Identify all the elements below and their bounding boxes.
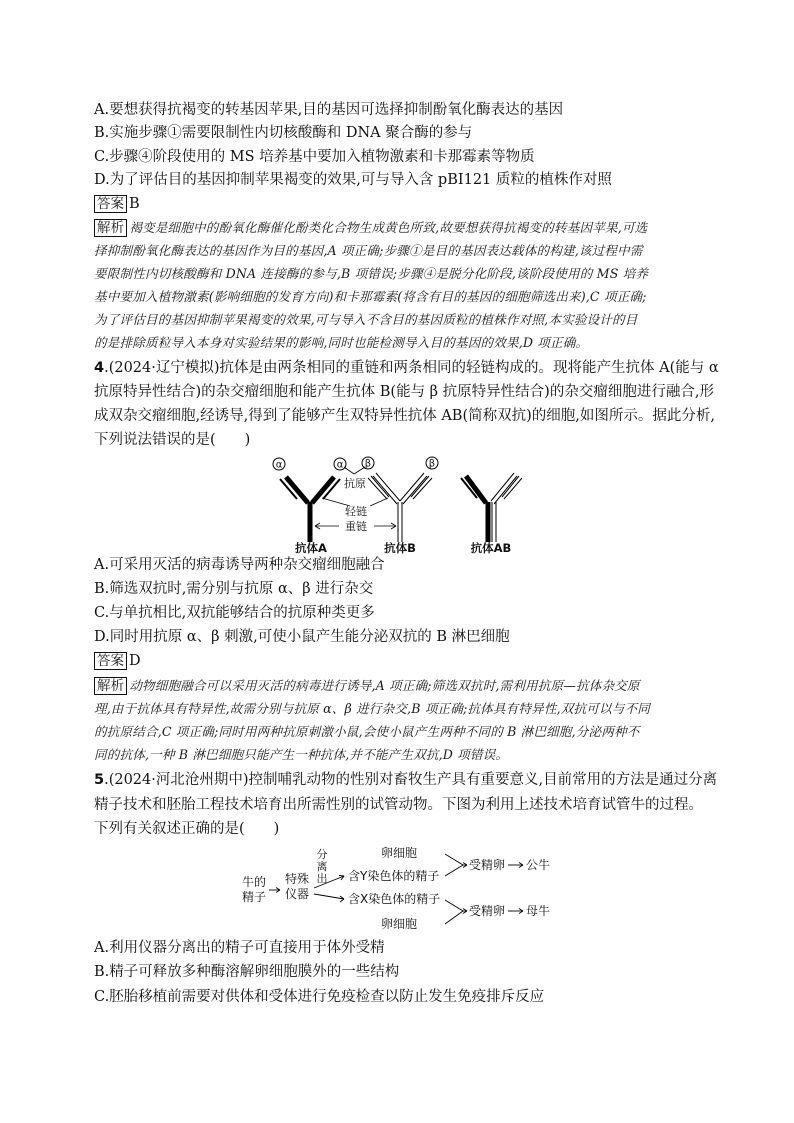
q3-explanation-line: 解析 褐变是细胞中的酚氧化酶催化酚类化合物生成黄色所致,故要想获得抗褐变的转基因苹果,可选 bbox=[94, 219, 647, 237]
antigen-alpha-symbol: α bbox=[336, 459, 344, 471]
light-chain-label: 轻链 bbox=[345, 505, 367, 518]
q3-explanation-line: 的是排除质粒导入本身对实验结果的影响,同时也能检测导入目的基因的效果,D 项正确。 bbox=[94, 335, 589, 350]
answer-label: 答案 bbox=[94, 195, 127, 213]
q3-option-b: B.实施步骤①需要限制性内切核酸酶和 DNA 聚合酶的参与 bbox=[94, 125, 473, 141]
q3-explanation-line: 要限制性内切核酸酶和 DNA 连接酶的参与,B 项错误;步骤④是脱分化阶段,该阶段使用的 MS 培养 bbox=[94, 266, 649, 281]
separate-label: 分 bbox=[316, 848, 328, 861]
answer-value: B bbox=[129, 196, 140, 212]
q3-explanation-line: 为了评估目的基因抑制苹果褐变的效果,可与导入不含目的基因质粒的植株作对照,本实验设计的目 bbox=[94, 312, 638, 327]
q4-stem-line: 抗原特异性结合)的杂交瘤细胞和能产生抗体 B(能与 β 抗原特异性结合)的杂交瘤细胞进行融合,形 bbox=[94, 384, 714, 400]
question-number: 4 bbox=[94, 360, 105, 376]
q5-option-c: C.胚胎移植前需要对供体和受体进行免疫检查以防止发生免疫排斥反应 bbox=[94, 989, 545, 1005]
device-label-line1: 特殊 bbox=[284, 872, 310, 886]
egg-label: 卵细胞 bbox=[381, 846, 418, 860]
antigen-beta-symbol: β bbox=[364, 458, 372, 470]
separate-label: 出 bbox=[316, 872, 328, 885]
q4-explanation-line: 同的抗体,一种 B 淋巴细胞只能产生一种抗体,并不能产生双抗,D 项错误。 bbox=[94, 747, 509, 762]
antibody-ab-label: 抗体AB bbox=[470, 541, 512, 554]
antibody-ab-shape bbox=[461, 473, 522, 542]
q5-option-a: A.利用仪器分离出的精子可直接用于体外受精 bbox=[94, 940, 385, 956]
q4-option-d: D.同时用抗原 α、β 刺激,可使小鼠产生能分泌双抗的 B 淋巴细胞 bbox=[94, 629, 510, 645]
q4-stem-line: 4.(2024·辽宁模拟)抗体是由两条相同的重链和两条相同的轻链构成的。现将能产生抗体 A(能与 α bbox=[94, 360, 719, 376]
explanation-label: 解析 bbox=[94, 219, 127, 237]
q3-explanation-line: 择抑制酚氧化酶表达的基因作为目的基因,A 项正确;步骤①是目的基因表达载体的构建,该过程中需 bbox=[94, 243, 643, 258]
x-sperm-label: 含X染色体的精子 bbox=[348, 892, 441, 906]
antibody-b-label: 抗体B bbox=[384, 541, 416, 554]
q4-explanation-line: 解析 动物细胞融合可以采用灭活的病毒进行诱导,A 项正确;筛选双抗时,需利用抗原—抗体杂交原 bbox=[94, 677, 640, 695]
female-cattle-label: 母牛 bbox=[526, 904, 551, 918]
q4-stem-line: 成双杂交瘤细胞,经诱导,得到了能够产生双特异性抗体 AB(简称双抗)的细胞,如图所示。据此分析, bbox=[94, 408, 715, 424]
q3-answer bbox=[94, 194, 140, 214]
q4-explanation-line: 的抗原结合,C 项正确;同时用两种抗原刺激小鼠,会使小鼠产生两种不同的 B 淋巴细胞,分泌两种不 bbox=[94, 724, 640, 739]
explanation-label: 解析 bbox=[94, 677, 127, 695]
q4-answer bbox=[94, 651, 141, 671]
answer-label: 答案 bbox=[94, 652, 127, 670]
q3-option-c: C.步骤④阶段使用的 MS 培养基中要加入植物激素和卡那霉素等物质 bbox=[94, 149, 535, 165]
sperm-sorting-flowchart bbox=[238, 842, 568, 934]
y-sperm-label: 含Y染色体的精子 bbox=[348, 869, 440, 883]
zygote-label: 受精卵 bbox=[469, 858, 506, 872]
sperm-label-line1: 牛的 bbox=[241, 875, 267, 889]
antibody-b-shape bbox=[368, 473, 432, 542]
sperm-label-line2: 精子 bbox=[241, 890, 267, 904]
antibody-a-label: 抗体A bbox=[295, 541, 327, 554]
q4-stem-line: 下列说法错误的是( ) bbox=[94, 432, 251, 448]
question-number: 5 bbox=[94, 772, 105, 788]
antibody-a-shape bbox=[280, 477, 340, 542]
q3-explanation-line: 基中要加入植物激素(影响细胞的发育方向)和卡那霉素(将含有目的基因的细胞筛选出来),C 项正确; bbox=[94, 289, 647, 304]
zygote-label: 受精卵 bbox=[469, 904, 506, 918]
q3-option-d: D.为了评估目的基因抑制苹果褐变的效果,可与导入含 pBI121 质粒的植株作对照 bbox=[94, 172, 612, 188]
heavy-chain-label: 重链 bbox=[345, 520, 367, 533]
antigen-label: 抗原 bbox=[344, 477, 366, 490]
device-label-line2: 仪器 bbox=[284, 887, 310, 901]
q5-stem-line: 精子技术和胚胎工程技术培育出所需性别的试管动物。下图为利用上述技术培育试管牛的过程。 bbox=[94, 797, 703, 813]
antibody-figure bbox=[255, 452, 545, 554]
q4-option-b: B.筛选双抗时,需分别与抗原 α、β 进行杂交 bbox=[94, 581, 374, 597]
q5-stem-line: 下列有关叙述正确的是( ) bbox=[94, 821, 280, 837]
q5-stem-line: 5.(2024·河北沧州期中)控制哺乳动物的性别对畜牧生产具有重要意义,目前常用的方法是通过分离 bbox=[94, 772, 718, 788]
antigen-alpha-symbol: α bbox=[275, 459, 283, 471]
q4-option-c: C.与单抗相比,双抗能够结合的抗原种类更多 bbox=[94, 605, 375, 621]
q4-explanation-line: 理,由于抗体具有特异性,故需分别与抗原 α、β 进行杂交,B 项正确;抗体具有特异性,双抗可以与不同 bbox=[94, 701, 650, 716]
male-cattle-label: 公牛 bbox=[526, 858, 551, 872]
antigen-beta-symbol: β bbox=[428, 458, 436, 470]
q4-option-a: A.可采用灭活的病毒诱导两种杂交瘤细胞融合 bbox=[94, 557, 385, 573]
q3-option-a: A.要想获得抗褐变的转基因苹果,目的基因可选择抑制酚氧化酶表达的基因 bbox=[94, 102, 564, 118]
egg-label: 卵细胞 bbox=[381, 917, 418, 931]
q5-option-b: B.精子可释放多种酶溶解卵细胞膜外的一些结构 bbox=[94, 964, 400, 980]
answer-value: D bbox=[129, 653, 141, 669]
separate-label: 离 bbox=[316, 860, 328, 873]
